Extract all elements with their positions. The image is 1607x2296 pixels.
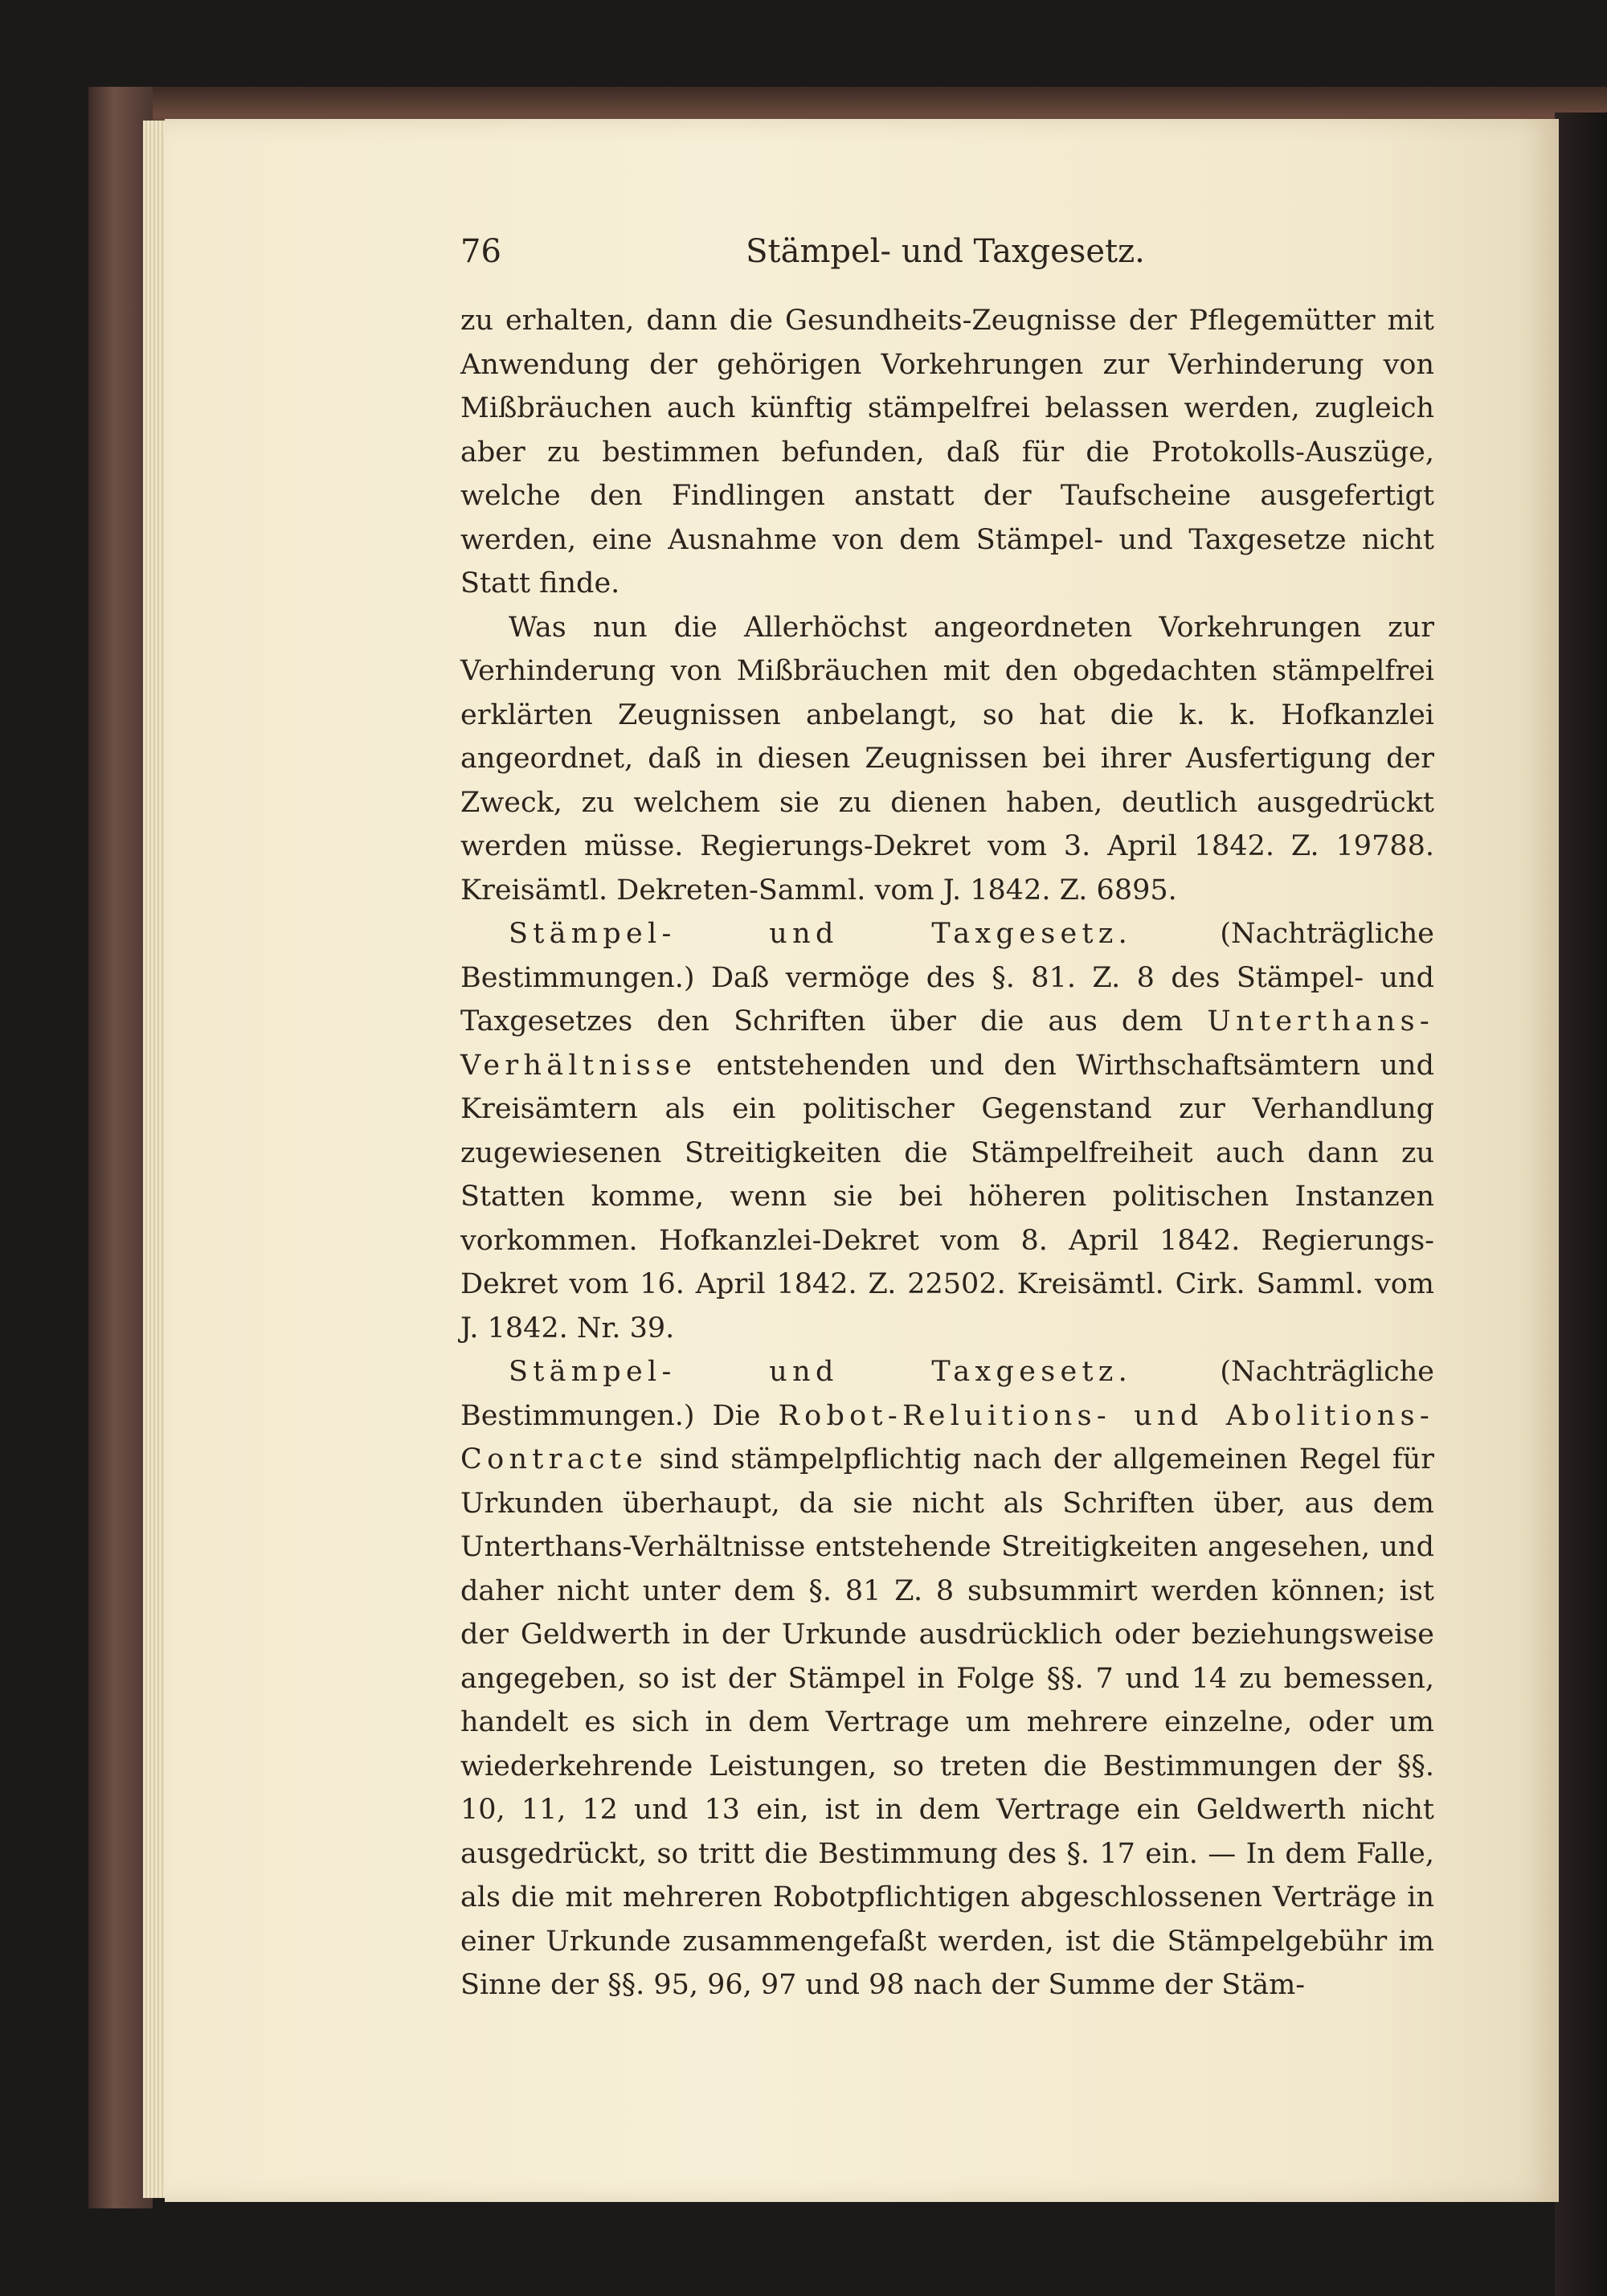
paragraph-text: zu erhalten, dann die Gesundheits-Zeugnisse der Pflegemütter mit Anwendung der gehörigen Vorkehrungen zur Verhinderung von Mißbräuchen auch künftig stämpelfrei belassen werden, zugleich aber zu bestimmen befunden, daß für die Protokolls-Auszüge, welche den Findlingen anstatt der Taufscheine ausgefertigt werden, eine Ausnahme von dem Stämpel- und Taxgesetze nicht Statt finde. [460, 305, 1434, 600]
section-heading: Stämpel- und Taxgesetz. [509, 918, 1133, 950]
paragraph-text: Was nun die Allerhöchst angeordneten Vorkehrungen zur Verhinderung von Mißbräuchen mit den obgedachten stämpelfrei erklärten Zeugnissen anbelangt, so hat die k. k. Hofkanzlei angeordnet, daß in diesen Zeugnissen bei ihrer Ausfertigung der Zweck, zu welchem sie zu dienen haben, deutlich ausgedrückt werden müsse. Regierungs-Dekret vom 3. April 1842. Z. 19788. Kreisämtl. Dekreten-Samml. vom J. 1842. Z. 6895. [460, 611, 1434, 907]
paragraph-text: (Nachträgliche Bestimmungen.) Die [460, 1356, 1435, 1432]
paragraph [460, 1350, 1434, 2007]
emphasized-term: Unterthans-Verhältnisse [460, 1005, 1434, 1082]
running-title: Stämpel- und Taxgesetz. [746, 233, 1145, 270]
emphasized-term: Robot-Reluitions- und Abolitions-Contracte [460, 1399, 1434, 1475]
book-gutter [1555, 113, 1607, 2296]
paragraph [460, 299, 1434, 606]
page-header [460, 233, 1430, 281]
section-heading: Stämpel- und Taxgesetz. [509, 1356, 1133, 1388]
paragraph [460, 606, 1434, 913]
paragraph-text: entstehenden und den Wirthschaftsämtern und Kreisämtern als ein politischer Gegenstand zur Verhandlung zugewiesenen Streitigkeiten die Stämpelfreiheit auch dann zu Statten komme, wenn sie bei höheren politischen Instanzen vorkommen. Hofkanzlei-Dekret vom 8. April 1842. Regierungs-Dekret vom 16. April 1842. Z. 22502. Kreisämtl. Cirk. Samml. vom J. 1842. Nr. 39. [460, 1049, 1434, 1344]
body-text [460, 299, 1434, 2007]
paragraph-text: sind stämpelpflichtig nach der allgemeinen Regel für Urkunden überhaupt, da sie nicht als Schriften über, aus dem Unterthans-Verhältnisse entstehende Streitigkeiten angesehen, und daher nicht unter dem §. 81 Z. 8 subsummirt werden können; ist der Geldwerth in der Urkunde ausdrücklich oder beziehungsweise angegeben, so ist der Stämpel in Folge §§. 7 und 14 zu bemessen, handelt es sich in dem Vertrage um mehrere einzelne, oder um wiederkehrende Leistungen, so treten die Bestimmungen der §§. 10, 11, 12 und 13 ein, ist in dem Vertrage ein Geldwerth nicht ausgedrückt, so tritt die Bestimmung des §. 17 ein. — In dem Falle, als die mit mehreren Robotpflichtigen abgeschlossenen Verträge in einer Urkunde zusammengefaßt werden, ist die Stämpelgebühr im Sinne der §§. 95, 96, 97 und 98 nach der Summe der Stäm- [460, 1443, 1434, 2001]
paragraph-text: (Nachträgliche Bestimmungen.) Daß vermöge des §. 81. Z. 8 des Stämpel- und Taxgesetzes den Schriften über die aus dem [460, 918, 1435, 1037]
page-number: 76 [460, 233, 501, 270]
paragraph [460, 912, 1434, 1350]
